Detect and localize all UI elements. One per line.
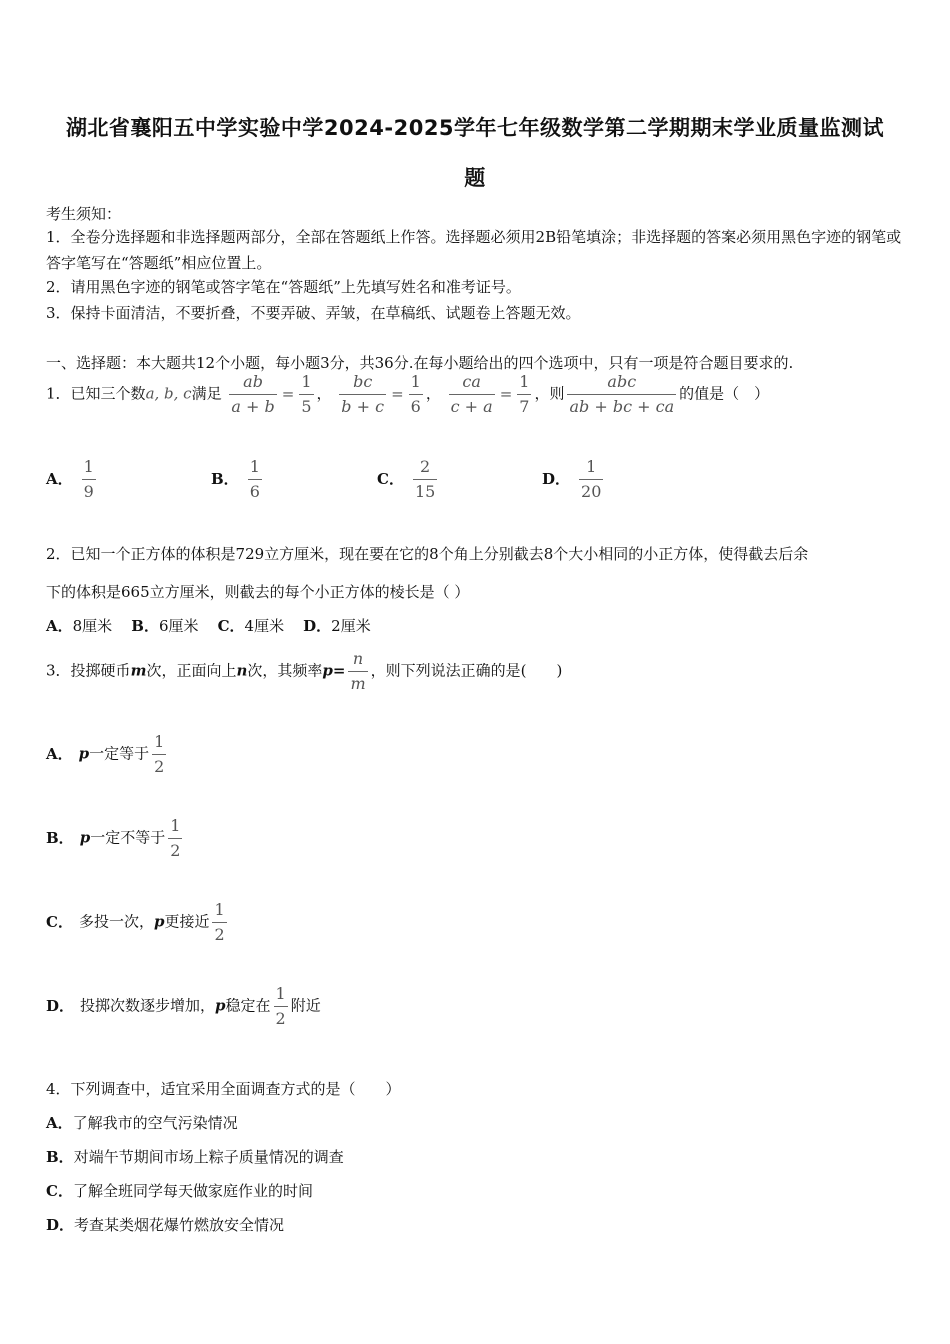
question-1-option-a[interactable]: A． $\frac{1}{9}$ xyxy=(46,457,94,501)
fraction-ab: $\frac{ab}{a + b}$ xyxy=(231,372,275,416)
fraction-abc: $\frac{\text{abc}}{ab + bc + ca}$ xyxy=(569,372,675,416)
question-2-option-b[interactable]: B．6厘米 xyxy=(131,617,199,635)
question-2-option-c[interactable]: C．4厘米 xyxy=(217,617,285,635)
question-2-line1 xyxy=(46,543,808,564)
question-2-text: 已知一个正方体的体积是729立方厘米，现在要在它的8个角上分别截去8个大小相同的小正方体，使得截去后余 xyxy=(70,545,809,563)
question-1-text-b: 满足 xyxy=(191,384,222,403)
question-3-text-c: 次，其频率 xyxy=(247,661,323,680)
option-b-half: $\frac{1}{2}$ xyxy=(170,816,181,860)
question-4-option-c[interactable]: C．了解全班同学每天做家庭作业的时间 xyxy=(46,1182,313,1200)
option-c-fraction: $\frac{2}{15}$ xyxy=(414,457,436,501)
section1-heading: 一、选择题：本大题共12个小题，每小题3分，共36分.在每小题给出的四个选项中，只有一项是符合题目要求的. xyxy=(46,354,794,372)
fraction-bc: $\frac{bc}{b + c}$ xyxy=(341,372,385,416)
exam-title-line1: 湖北省襄阳五中学实验中学2024-2025学年七年级数学第二学期期末学业质量监测试 xyxy=(65,116,885,140)
question-4-text: 下列调查中，适宜采用全面调查方式的是（ ） xyxy=(70,1080,401,1098)
option-a-half: $\frac{1}{2}$ xyxy=(154,732,165,776)
question-1-option-d[interactable]: D． $\frac{1}{20}$ xyxy=(542,457,602,501)
var-n: n xyxy=(236,661,248,680)
var-p: p= xyxy=(322,661,346,680)
option-d-half: $\frac{1}{2}$ xyxy=(275,984,286,1028)
notice-item-3: 3．保持卡面清洁，不要折叠，不要弄破、弄皱，在草稿纸、试题卷上答题无效。 xyxy=(46,304,581,322)
question-2-number: 2． xyxy=(46,545,71,563)
question-3-text-a: 投掷硬币 xyxy=(70,661,131,680)
fraction-n-over-m: $\frac{n}{m}$ xyxy=(350,649,366,693)
question-4-option-b[interactable]: B．对端午节期间市场上粽子质量情况的调查 xyxy=(46,1148,344,1166)
question-4-number: 4． xyxy=(46,1080,71,1098)
question-3-option-b[interactable]: B． p一定不等于 $\frac{1}{2}$ xyxy=(46,816,181,860)
question-1: 1．已知三个数a, b, c满足 $\frac{ab}{a + b}$ = $\frac{1}{5}$ ， $\frac{bc}{b + c}$ = $\frac{1}{6}$ ， $\frac{ca}{c + a}$ = $\frac{1}{7}$ ，则 $\frac{\text{abc}}{ab + bc + ca}$ 的值是（ ） xyxy=(46,372,770,416)
question-2-options xyxy=(46,615,371,636)
option-c-half: $\frac{1}{2}$ xyxy=(214,900,225,944)
question-4-option-a[interactable]: A．了解我市的空气污染情况 xyxy=(46,1114,238,1132)
question-2-line2: 下的体积是665立方厘米，则截去的每个小正方体的棱长是（ ） xyxy=(46,583,470,601)
question-3-option-a[interactable]: A． p一定等于 $\frac{1}{2}$ xyxy=(46,732,165,776)
question-2-option-d[interactable]: D．2厘米 xyxy=(303,617,371,635)
notice-item-1: 1．全卷分选择题和非选择题两部分，全部在答题纸上作答。选择题必须用2B铅笔填涂；非选择题的答案必须用黑色字迹的钢笔或答字笔写在“答题纸”相应位置上。 xyxy=(46,228,902,272)
question-3-option-d[interactable]: D． 投掷次数逐步增加，p稳定在 $\frac{1}{2}$ 附近 xyxy=(46,984,321,1028)
notice-heading: 考生须知： xyxy=(46,205,122,223)
question-3-text-d: ，则下列说法正确的是( ) xyxy=(370,661,563,680)
var-m: m xyxy=(130,661,147,680)
question-3-number: 3． xyxy=(46,661,71,680)
fraction-ca: $\frac{ca}{c + a}$ xyxy=(450,372,493,416)
question-3-text-b: 次，正面向上 xyxy=(146,661,237,680)
fraction-one-fifth: $\frac{1}{5}$ xyxy=(301,372,312,416)
question-3 xyxy=(46,650,562,693)
notice-item-2: 2．请用黑色字迹的钢笔或答字笔在“答题纸”上先填写姓名和准考证号。 xyxy=(46,278,521,296)
question-3-option-c[interactable]: C． 多投一次，p更接近 $\frac{1}{2}$ xyxy=(46,900,225,944)
question-1-text-d: 的值是（ ） xyxy=(679,384,770,403)
option-d-fraction: $\frac{1}{20}$ xyxy=(581,457,602,501)
question-4-option-d[interactable]: D．考查某类烟花爆竹燃放安全情况 xyxy=(46,1216,285,1234)
option-a-fraction: $\frac{1}{9}$ xyxy=(83,457,94,501)
fraction-one-seventh: $\frac{1}{7}$ xyxy=(519,372,530,416)
exam-title-line2: 题 xyxy=(464,166,486,190)
question-1-option-b[interactable]: B． $\frac{1}{6}$ xyxy=(211,457,260,501)
question-2-option-a[interactable]: A．8厘米 xyxy=(46,617,113,635)
fraction-one-sixth: $\frac{1}{6}$ xyxy=(410,372,421,416)
question-1-option-c[interactable]: C． $\frac{2}{15}$ xyxy=(377,457,436,501)
question-1-text-c: ，则 xyxy=(534,384,565,403)
question-1-number: 1． xyxy=(46,384,71,403)
question-4 xyxy=(46,1078,401,1099)
question-1-text-a: 已知三个数 xyxy=(70,384,146,403)
question-1-vars: a, b, c xyxy=(145,384,192,403)
option-b-fraction: $\frac{1}{6}$ xyxy=(249,457,260,501)
